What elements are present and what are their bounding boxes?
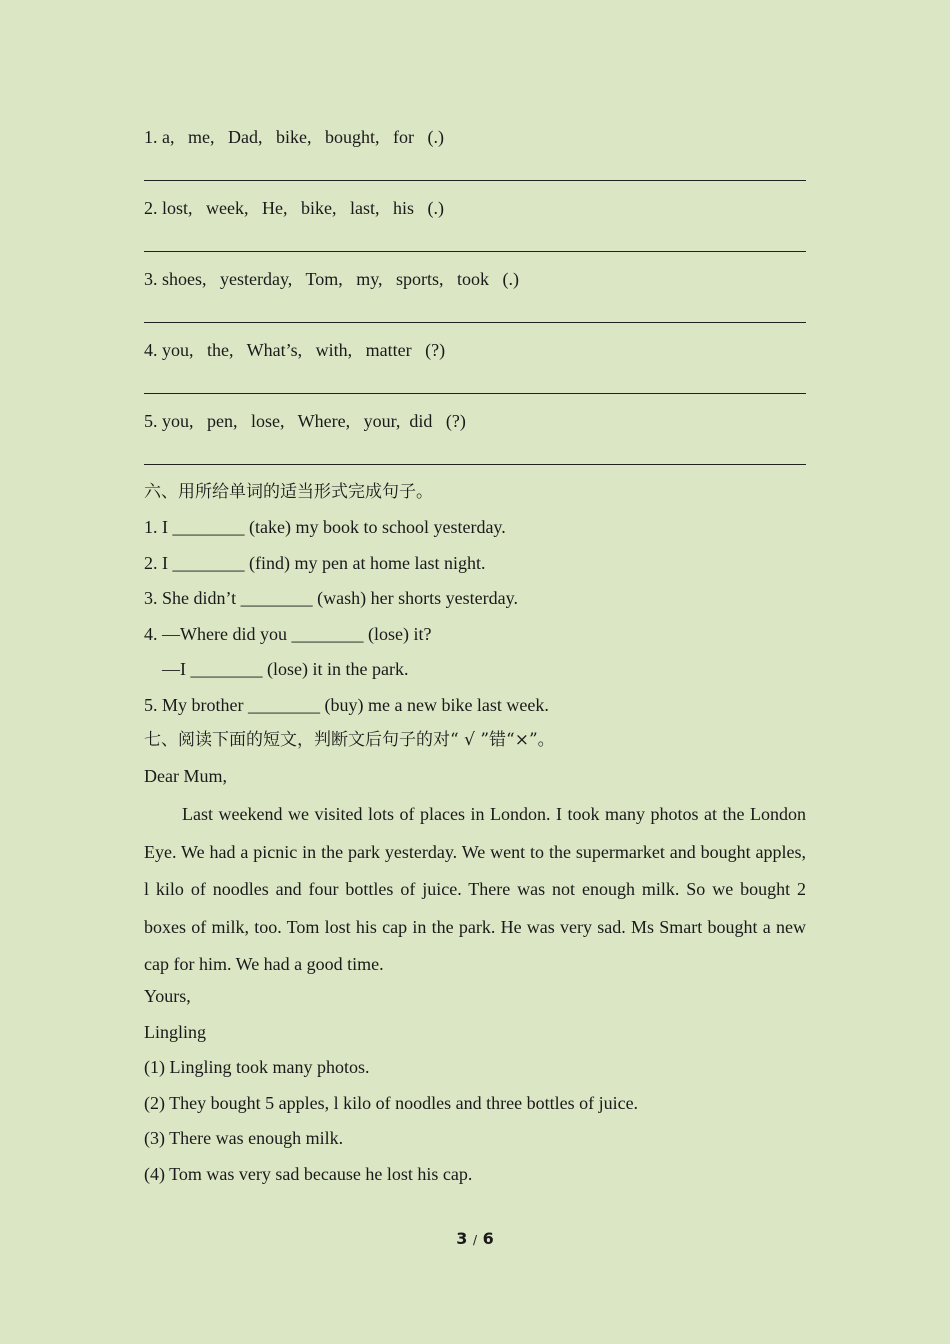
letter-body: Last weekend we visited lots of places in London. I took many photos at the London Eye. We had a picnic in the park yesterday. We went to the supermarket and bought apples, l kilo of noodles and four bottles of juice. There was not enough milk. So we bought 2 boxes of milk, too. Tom lost his cap in the park. He was very sad. Ms Smart bought a new cap for him. We had a good time. <box>144 804 806 974</box>
question-4: (4) Tom was very sad because he lost his cap. <box>144 1164 473 1184</box>
question-3: (3) There was enough milk. <box>144 1128 344 1148</box>
fill-item-1: 1. I ________ (take) my book to school yesterday. <box>144 517 506 537</box>
reorder-item-2: 2. lost, week, He, bike, last, his (.) <box>144 198 444 218</box>
answer-line-2[interactable] <box>144 251 806 252</box>
question-2: (2) They bought 5 apples, l kilo of noodles and three bottles of juice. <box>144 1093 639 1113</box>
answer-line-4[interactable] <box>144 393 806 394</box>
question-1: (1) Lingling took many photos. <box>144 1057 370 1077</box>
letter-closing: Yours, <box>144 986 191 1006</box>
answer-line-5[interactable] <box>144 464 806 465</box>
fill-item-4a: 4. —Where did you ________ (lose) it? <box>144 624 432 644</box>
letter-greeting: Dear Mum, <box>144 766 227 786</box>
fill-item-4b: —I ________ (lose) it in the park. <box>144 659 409 679</box>
fill-item-2: 2. I ________ (find) my pen at home last night. <box>144 553 486 573</box>
answer-line-1[interactable] <box>144 180 806 181</box>
fill-item-5: 5. My brother ________ (buy) me a new bike last week. <box>144 695 549 715</box>
answer-line-3[interactable] <box>144 322 806 323</box>
page-total: 6 <box>482 1229 494 1248</box>
page-number <box>0 1229 950 1248</box>
fill-item-3: 3. She didn’t ________ (wash) her shorts yesterday. <box>144 588 518 608</box>
section-6-title: 六、用所给单词的适当形式完成句子。 <box>144 482 433 502</box>
reorder-item-3: 3. shoes, yesterday, Tom, my, sports, took (.) <box>144 269 520 289</box>
reorder-item-1: 1. a, me, Dad, bike, bought, for (.) <box>144 127 444 147</box>
reorder-item-4: 4. you, the, What’s, with, matter (?) <box>144 340 446 360</box>
page-current: 3 <box>456 1229 468 1248</box>
section-7-title: 七、阅读下面的短文，判断文后句子的对“ √ ”错“×”。 <box>144 730 555 750</box>
page-separator: / <box>472 1233 478 1247</box>
letter-signature: Lingling <box>144 1022 206 1042</box>
reorder-item-5: 5. you, pen, lose, Where, your, did (?) <box>144 411 466 431</box>
